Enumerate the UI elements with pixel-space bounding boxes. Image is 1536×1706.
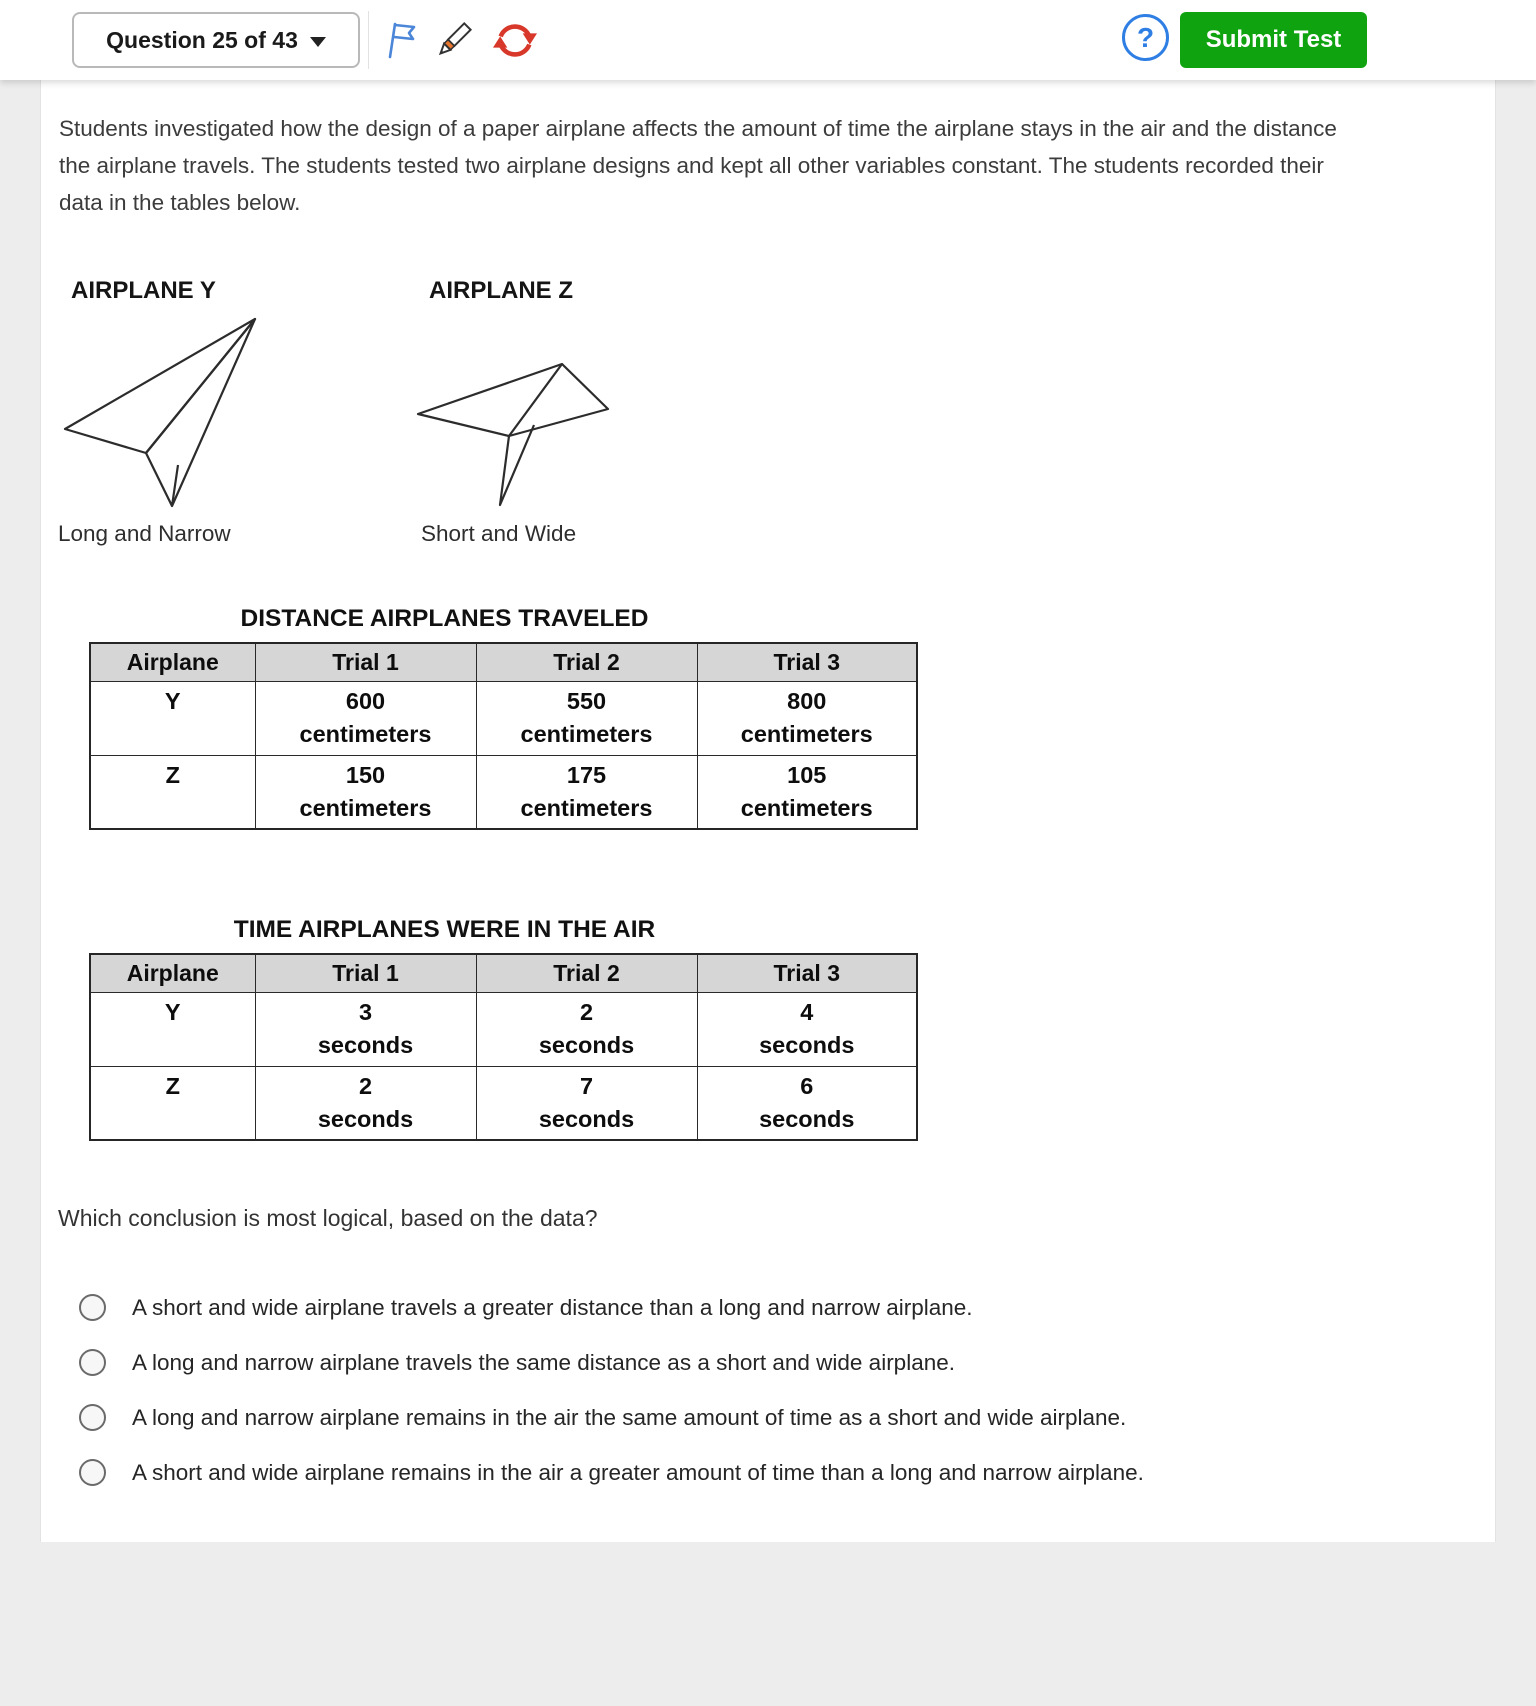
- table-cell: [255, 1066, 476, 1140]
- cell-unit: centimeters: [299, 720, 432, 747]
- table-row: [90, 1066, 917, 1140]
- row-label: Y: [90, 681, 255, 755]
- distance-table: [89, 642, 918, 830]
- refresh-icon[interactable]: [492, 19, 538, 65]
- row-label: Z: [90, 1066, 255, 1140]
- option-label: A long and narrow airplane travels the same distance as a short and wide airplane.: [132, 1349, 955, 1375]
- cell-value: 175: [566, 761, 607, 788]
- answer-option-1[interactable]: [79, 1294, 1495, 1321]
- table-row: [90, 681, 917, 755]
- airplane-z-caption: Short and Wide: [421, 521, 577, 546]
- cell-value: 800: [787, 687, 827, 714]
- table-header-row: [90, 643, 917, 681]
- cell-unit: seconds: [759, 1031, 855, 1058]
- cell-value: 150: [345, 761, 386, 788]
- cell-value: 105: [787, 761, 827, 788]
- table-header-row: [90, 954, 917, 992]
- cell-unit: seconds: [759, 1105, 855, 1132]
- cell-unit: seconds: [317, 1105, 414, 1132]
- cell-unit: centimeters: [520, 794, 653, 821]
- table-header-cell: Trial 3: [697, 954, 917, 992]
- flag-icon[interactable]: [383, 21, 419, 62]
- cell-value: 2: [358, 1072, 373, 1099]
- time-table-title: TIME AIRPLANES WERE IN THE AIR: [233, 916, 656, 943]
- cell-unit: centimeters: [299, 794, 432, 821]
- toolbar: [0, 0, 1536, 80]
- table-cell: [476, 681, 697, 755]
- row-label: Z: [90, 755, 255, 829]
- option-radio[interactable]: [79, 1294, 106, 1321]
- table-cell: [697, 992, 917, 1066]
- table-header-cell: Trial 1: [255, 643, 476, 681]
- answer-options: [79, 1294, 1495, 1486]
- submit-test-button[interactable]: Submit Test: [1180, 12, 1367, 68]
- table-header-cell: Trial 1: [255, 954, 476, 992]
- table-cell: [697, 1066, 917, 1140]
- paper-airplane-y-drawing: [59, 313, 266, 513]
- table-cell: [476, 755, 697, 829]
- cell-unit: centimeters: [740, 720, 873, 747]
- toolbar-divider: [368, 11, 369, 69]
- table-row: [90, 992, 917, 1066]
- airplane-y-caption: Long and Narrow: [58, 521, 231, 546]
- table-cell: [255, 992, 476, 1066]
- table-cell: [255, 755, 476, 829]
- airplane-z-title: AIRPLANE Z: [429, 277, 573, 304]
- table-header-cell: Trial 2: [476, 643, 697, 681]
- table-header-cell: Trial 3: [697, 643, 917, 681]
- option-label: A short and wide airplane remains in the air a greater amount of time than a long and narrow airplane.: [132, 1459, 1144, 1485]
- table-header-cell: Trial 2: [476, 954, 697, 992]
- answer-option-3[interactable]: [79, 1404, 1495, 1431]
- cell-value: 4: [800, 998, 814, 1025]
- cell-value: 6: [800, 1072, 814, 1099]
- option-label: A short and wide airplane travels a greater distance than a long and narrow airplane.: [132, 1294, 973, 1320]
- table-cell: [476, 992, 697, 1066]
- table-cell: [697, 681, 917, 755]
- cell-unit: seconds: [538, 1105, 635, 1132]
- cell-unit: seconds: [538, 1031, 635, 1058]
- row-label: Y: [90, 992, 255, 1066]
- table-cell: [476, 1066, 697, 1140]
- table-header-cell: Airplane: [90, 954, 255, 992]
- distance-table-block: [89, 605, 1495, 830]
- question-nav-label: Question 25 of 43: [106, 26, 298, 53]
- cell-value: 2: [579, 998, 594, 1025]
- airplane-figures: [41, 277, 1495, 555]
- airplane-y-title: AIRPLANE Y: [71, 277, 216, 304]
- cell-unit: centimeters: [520, 720, 653, 747]
- time-table: [89, 953, 918, 1141]
- answer-option-2[interactable]: [79, 1349, 1495, 1376]
- cell-unit: seconds: [317, 1031, 414, 1058]
- table-header-cell: Airplane: [90, 643, 255, 681]
- question-nav-dropdown[interactable]: [72, 12, 360, 68]
- cell-value: 600: [345, 687, 386, 714]
- option-radio[interactable]: [79, 1404, 106, 1431]
- question-card: [40, 80, 1496, 1542]
- highlighter-icon[interactable]: [432, 18, 476, 65]
- option-radio[interactable]: [79, 1349, 106, 1376]
- question-intro: Students investigated how the design of a paper airplane affects the amount of time the airplane stays in the air and the distance the airplane travels. The students tested two airplane designs and kept all other variables constant. The students recorded their data in the tables below.: [59, 116, 1337, 215]
- cell-value: 3: [358, 998, 373, 1025]
- cell-value: 7: [579, 1072, 594, 1099]
- table-cell: [697, 755, 917, 829]
- question-prompt: Which conclusion is most logical, based on the data?: [58, 1205, 598, 1231]
- cell-unit: centimeters: [740, 794, 873, 821]
- time-table-block: [89, 916, 1495, 1141]
- table-cell: [255, 681, 476, 755]
- cell-value: 550: [566, 687, 607, 714]
- answer-option-4[interactable]: [79, 1459, 1495, 1486]
- help-button[interactable]: [1122, 14, 1169, 61]
- chevron-down-icon: [310, 37, 326, 47]
- option-label: A long and narrow airplane remains in the air the same amount of time as a short and wide airplane.: [132, 1404, 1127, 1430]
- distance-table-title: DISTANCE AIRPLANES TRAVELED: [240, 605, 649, 632]
- help-label: ?: [1136, 21, 1155, 53]
- option-radio[interactable]: [79, 1459, 106, 1486]
- paper-airplane-z-drawing: [413, 357, 613, 512]
- table-row: [90, 755, 917, 829]
